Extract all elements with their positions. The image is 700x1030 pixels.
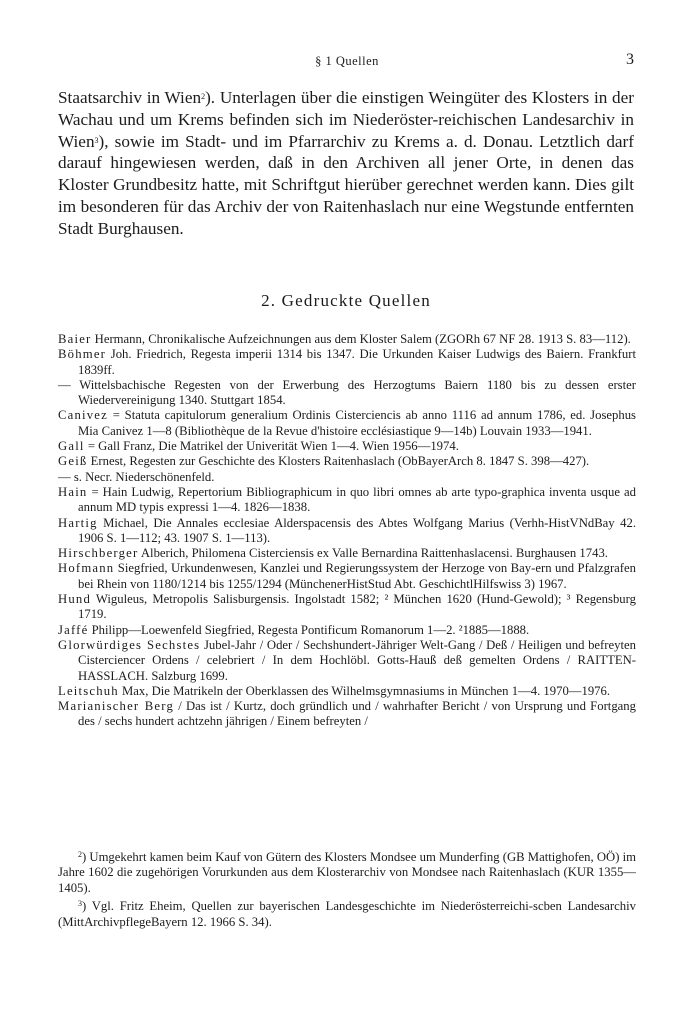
footnote-text: ) Umgekehrt kamen beim Kauf von Gütern des Klosters Mondsee um Munderfing (GB Mattighofen, OÖ) im Jahre 1602 die zugehörigen Vorurkunden aus dem Klosterarchiv von Mondsee nach Raitenhaslach (KUR 1355—1405). <box>58 850 636 895</box>
running-head: § 1 Quellen <box>315 54 379 68</box>
entry-author: Baier <box>58 332 92 346</box>
body-text-part: Staatsarchiv in Wien <box>58 88 202 107</box>
footnote-ref[interactable]: 3 <box>94 135 99 145</box>
body-paragraph <box>58 87 634 240</box>
bibliography-entry <box>58 699 636 730</box>
body-text-part: ). Unterlagen über die einstigen Weingüter des Klosters in der Wachau und um Krems befinden sich im Niederöster-reichischen Landesarchiv in Wien <box>58 88 634 151</box>
entry-author: Hofmann <box>58 561 115 576</box>
bibliography-entry <box>58 485 636 516</box>
entry-author: Hirschberger <box>58 546 139 561</box>
entry-text: = Gall Franz, Die Matrikel der Univerität Wien 1—4. Wien 1956—1974. <box>84 439 459 454</box>
entry-text: = Hain Ludwig, Repertorium Bibliographicum in quo libri omnes ab arte typo-graphica inventa usque ad annum MD typis expressi 1—4. 1826—1838. <box>78 484 636 515</box>
page-header <box>58 51 636 74</box>
entry-author: Hund <box>58 592 91 607</box>
entry-author: Canivez <box>58 408 108 423</box>
entry-author: Geiß <box>58 454 88 469</box>
entry-text: Philipp—Loewenfeld Siegfried, Regesta Pontificum Romanorum 1—2. ²1885—1888. <box>88 622 530 637</box>
entry-text: Wiguleus, Metropolis Salisburgensis. Ingolstadt 1582; ² München 1620 (Hund-Gewold); ³ Regensburg 1719. <box>78 592 636 622</box>
bibliography-entry <box>58 439 636 454</box>
bibliography-entry <box>58 332 636 347</box>
bibliography-entry <box>58 546 636 561</box>
page-number: 3 <box>626 51 634 68</box>
bibliography-entry <box>58 638 636 684</box>
bibliography-entry <box>58 470 636 485</box>
bibliography-entry <box>58 378 636 409</box>
entry-author: — <box>58 377 71 392</box>
footnote-text: ) Vgl. Fritz Eheim, Quellen zur bayerischen Landesgeschichte im Niederösterreichi-scben Landesarchiv (MittArchivpflegeBayern 12. 1966 S. 34). <box>58 899 636 929</box>
entry-text: Wittelsbachische Regesten von der Erwerbung des Herzogtums Baiern 1180 bis zu dessen erster Wiedervereinigung 1340. Stuttgart 1854. <box>70 377 636 408</box>
entry-author: — <box>58 469 71 484</box>
entry-author: Hartig <box>58 515 98 530</box>
footnote-ref[interactable]: 2 <box>201 92 206 101</box>
entry-text: Max, Die Matrikeln der Oberklassen des Wilhelmsgymnasiums in München 1—4. 1970—1976. <box>118 683 611 698</box>
entry-author: Marianischer Berg <box>58 699 174 714</box>
footnote <box>58 850 636 896</box>
entry-author: Leitschuh <box>58 683 119 698</box>
entry-author: Glorwürdiges Sechstes <box>58 637 201 652</box>
entry-text: Ernest, Regesten zur Geschichte des Klosters Raitenhaslach (ObBayerArch 8. 1847 S. 398—427). <box>87 454 590 469</box>
bibliography-entry <box>58 347 636 378</box>
entry-author: Gall <box>58 439 85 454</box>
footnotes <box>58 850 636 933</box>
entry-text: Michael, Die Annales ecclesiae Alderspacensis des Abtes Wolfgang Marius (Verhh-HistVNdBay 42. 1906 S. 1—112; 43. 1907 S. 1—113). <box>78 515 636 545</box>
bibliography-entry <box>58 516 636 547</box>
footnote <box>58 899 636 930</box>
entry-text: Siegfried, Urkundenwesen, Kanzlei und Regierungssystem der Herzoge von Bay-ern und Pfalzgrafen bei Rhein von 1180/1214 bis 1255/1294 (MünchenerHistStud Abt. GeschichtlHilfswiss 3) 1967. <box>78 561 636 591</box>
bibliography-entry <box>58 454 636 469</box>
bibliography-entry <box>58 623 636 638</box>
entry-text: = Statuta capitulorum generalium Ordinis Cisterciencis ab anno 1116 ad annum 1786, ed. Josephus Mia Canivez 1—8 (Bibliothèque de la Revue d'histoire ecclésiastique 9—14b) Louvain 1933—1941. <box>78 408 636 438</box>
bibliography-entry <box>58 592 636 623</box>
entry-text: Alberich, Philomena Cisterciensis ex Valle Bernardina Raittenhaslacensi. Burghausen 1743. <box>138 546 608 561</box>
body-text-part: ), sowie im Stadt- und im Pfarrarchiv zu Krems a. d. Donau. Letztlich darf darauf hingewiesen werden, daß in den Archiven all jener Orte, in denen das Kloster Grundbesitz hatte, mit Schriftgut hierüber gerechnet werden kann. Dies gilt im besonderen für das Archiv der von Raitenhaslach nur eine Wegstunde entfernten Stadt Burghausen. <box>58 131 634 238</box>
section-title: 2. Gedruckte Quellen <box>261 291 431 310</box>
entry-text: Jubel-Jahr / Oder / Sechshundert-Jähriger Welt-Gang / Deß / Heiligen und befreyten Cisterciencer Ordens / celebriert / In dem Hochlöbl. Gotts-Hauß deß gemelten Ordens / RAITTEN-HASSLACH. Salzburg 1699. <box>78 637 636 683</box>
entry-author: Jaffé <box>58 622 89 637</box>
entry-text: / Das ist / Kurtz, doch gründlich und / wahrhafter Bericht / von Ursprung und Fortgang des / sechs hundert achtzehn jährigen / Einem befreyten / <box>78 699 636 729</box>
bibliography-entry <box>58 561 636 592</box>
entry-text: Joh. Friedrich, Regesta imperii 1314 bis 1347. Die Urkunden Kaiser Ludwigs des Baiern. Frankfurt 1839ff. <box>78 347 636 377</box>
entry-author: Böhmer <box>58 347 107 362</box>
entry-text: Hermann, Chronikalische Aufzeichnungen aus dem Kloster Salem (ZGORh 67 NF 28. 1913 S. 83—112). <box>91 332 631 346</box>
bibliography-entry <box>58 684 636 699</box>
bibliography-list <box>58 332 636 730</box>
footnote-mark: 3 <box>78 899 82 909</box>
bibliography-entry <box>58 408 636 439</box>
entry-author: Hain <box>58 484 88 499</box>
entry-text: s. Necr. Niederschönenfeld. <box>70 469 215 484</box>
footnote-mark: 2 <box>78 850 82 859</box>
